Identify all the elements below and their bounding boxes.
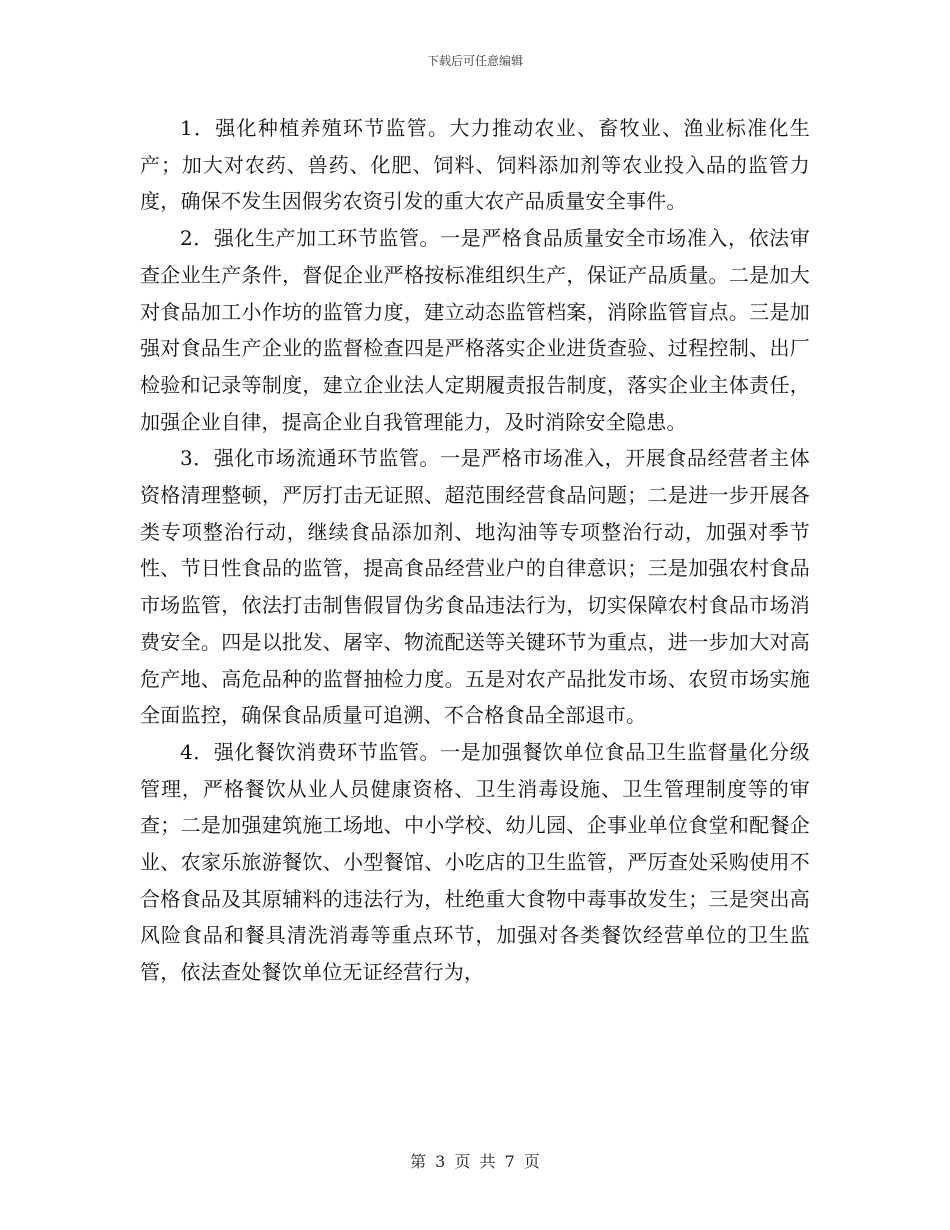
paragraph-2: 2．强化生产加工环节监管。一是严格食品质量安全市场准入，依法审查企业生产条件，督促企业严格按标准组织生产，保证产品质量。二是加大对食品加工小作坊的监管力度，建立动态监管档案，消除监管盲点。三是加强对食品生产企业的监督检查四是严格落实企业进货查验、过程控制、出厂检验和记录等制度，建立企业法人定期履责报告制度，落实企业主体责任，加强企业自律，提高企业自我管理能力，及时消除安全隐患。 (140, 226, 810, 434)
document-body (140, 110, 810, 991)
page-number: 第 3 页 共 7 页 (410, 1152, 540, 1171)
paragraph-1: 1．强化种植养殖环节监管。大力推动农业、畜牧业、渔业标准化生产；加大对农药、兽药、化肥、饲料、饲料添加剂等农业投入品的监管力度，确保不发生因假劣农资引发的重大农产品质量安全事件。 (140, 116, 810, 214)
paragraph-4: 4．强化餐饮消费环节监管。一是加强餐饮单位食品卫生监督量化分级管理，严格餐饮从业人员健康资格、卫生消毒设施、卫生管理制度等的审查；二是加强建筑施工场地、中小学校、幼儿园、企事业单位食堂和配餐企业、农家乐旅游餐饮、小型餐馆、小吃店的卫生监管，严厉查处采购使用不合格食品及其原辅料的违法行为，杜绝重大食物中毒事故发生；三是突出高风险食品和餐具清洗消毒等重点环节，加强对各类餐饮经营单位的卫生监管，依法查处餐饮单位无证经营行为， (140, 739, 810, 985)
page-header: 下载后可任意编辑 (426, 54, 523, 68)
paragraph-3: 3．强化市场流通环节监管。一是严格市场准入，开展食品经营者主体资格清理整顿，严厉打击无证照、超范围经营食品问题；二是进一步开展各类专项整治行动，继续食品添加剂、地沟油等专项整治行动，加强对季节性、节日性食品的监管，提高食品经营业户的自律意识；三是加强农村食品市场监管，依法打击制售假冒伪劣食品违法行为，切实保障农村食品市场消费安全。四是以批发、屠宰、物流配送等关键环节为重点，进一步加大对高危产地、高危品种的监督抽检力度。五是对农产品批发市场、农贸市场实施全面监控，确保食品质量可追溯、不合格食品全部退市。 (140, 446, 810, 728)
